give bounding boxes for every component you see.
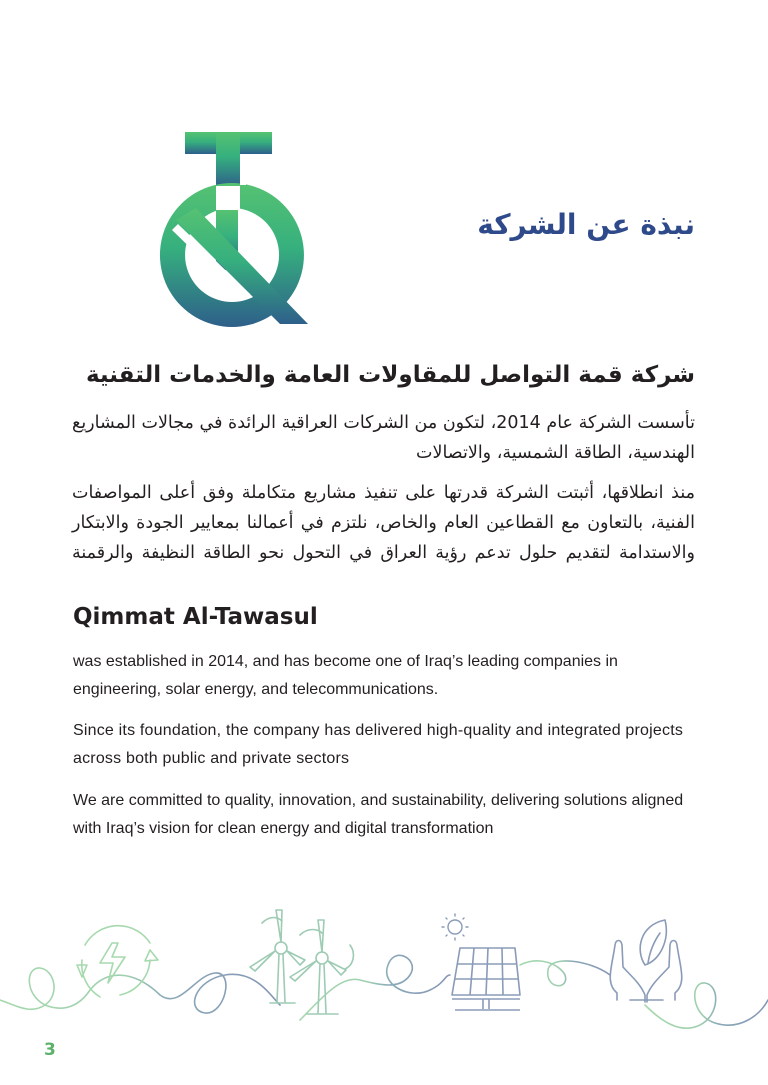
arabic-paragraph-1: تأسست الشركة عام 2014، لتكون من الشركات العراقية الرائدة في مجالات المشاريع الهندسية، الطاقة الشمسية، والاتصالات: [72, 413, 695, 463]
wind-turbines-icon: [250, 910, 353, 1014]
solar-panel-icon: [452, 948, 520, 1010]
arabic-company-name: شركة قمة التواصل للمقاولات العامة والخدمات التقنية: [85, 362, 695, 388]
hands-holding-leaf-icon: [610, 920, 682, 1002]
sun-icon: [442, 914, 468, 940]
english-paragraph-1: was established in 2014, and has become one of Iraq’s leading companies in engineering, solar energy, and telecommunications.: [73, 653, 618, 698]
company-logo-icon: [150, 128, 315, 333]
arabic-paragraph-2: منذ انطلاقها، أثبتت الشركة قدرتها على تنفيذ مشاريع متكاملة وفق أعلى المواصفات الفنية، بالتعاون مع القطاعين العام والخاص، نلتزم في أعمالنا بمعايير الجودة والابتكار والاستدامة لتقديم حلول تدعم رؤية العراق في التحول نحو الطاقة النظيفة والرقمنة: [72, 483, 695, 563]
english-paragraph-3: We are committed to quality, innovation, and sustainability, delivering solutions aligned with Iraq’s vision for clean energy and digital transformation: [73, 792, 684, 837]
renewable-energy-cycle-icon: [77, 926, 158, 997]
english-paragraph-2: Since its foundation, the company has delivered high-quality and integrated projects across both public and private sectors: [73, 722, 684, 767]
page-number: 3: [44, 1040, 56, 1060]
english-company-name: Qimmat Al-Tawasul: [73, 604, 318, 630]
section-title: نبذة عن الشركة: [477, 208, 695, 241]
footer-illustration: [0, 905, 768, 1035]
